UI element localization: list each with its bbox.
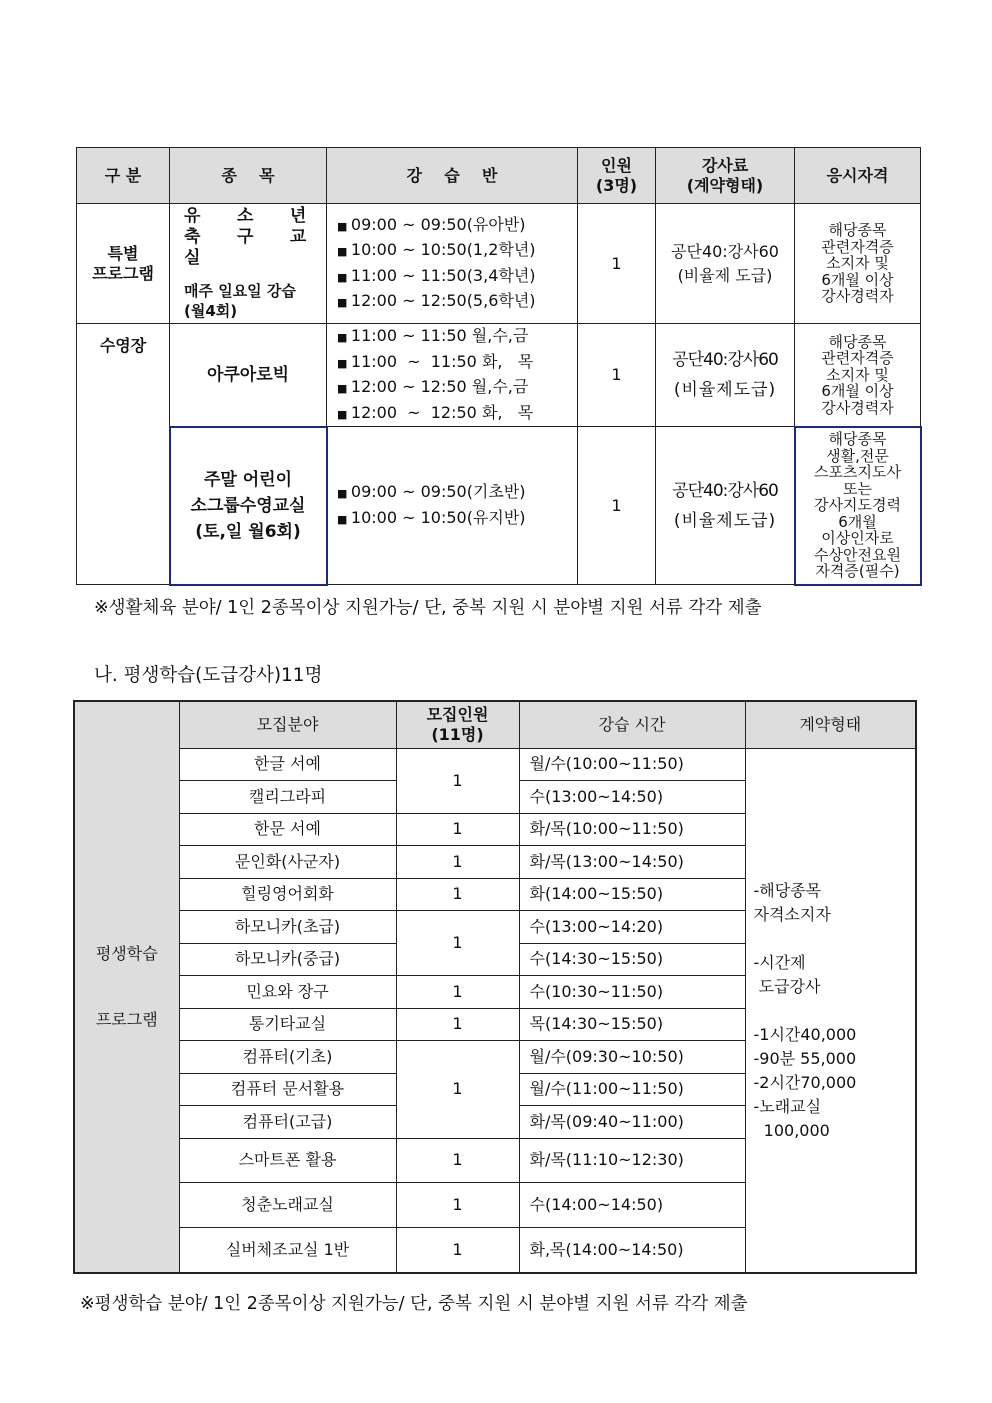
quota-cell: 1: [396, 1041, 519, 1139]
note-lifelong-learning: ※평생학습 분야/ 1인 2종목이상 지원가능/ 단, 중복 지원 시 분야별 지원 서류 각각 제출: [80, 1294, 748, 1314]
field-cell: 민요와 장구: [179, 976, 396, 1009]
qualification-line: 관련자격증: [821, 237, 894, 256]
qualification-line: 해당종목: [828, 430, 887, 449]
category-cell: 수영장: [77, 324, 170, 585]
item-title: 유 소 년: [184, 206, 322, 226]
class-times-cell: [327, 204, 578, 324]
qualification-line: 소지자 및: [826, 365, 889, 384]
fee-line: 공단40:강사60: [672, 350, 778, 370]
qualification-line: 생활,전문: [826, 446, 889, 465]
qualification-line: 6개월: [838, 512, 877, 531]
field-cell: 청춘노래교실: [179, 1182, 396, 1227]
qualification-line: 해당종목: [828, 221, 887, 240]
quota-cell: 1: [396, 1227, 519, 1273]
header-item: 종 목: [170, 148, 327, 204]
table-row: [77, 427, 921, 585]
time-cell: 화,목(14:00~14:50): [519, 1227, 745, 1273]
header-class: 강 습 반: [327, 148, 578, 204]
field-cell: 하모니카(중급): [179, 943, 396, 976]
qualification-cell: [795, 204, 921, 324]
quota-cell: 1: [578, 324, 656, 427]
time-cell: 화/목(11:10~12:30): [519, 1138, 745, 1182]
table-header-row: [74, 701, 916, 748]
item-cell: [170, 204, 327, 324]
header-fee: 강사료 (계약형태): [656, 148, 795, 204]
sports-program-table: [76, 147, 921, 585]
side-label-cell: [74, 701, 179, 1273]
time-cell: 화/목(09:40~11:00): [519, 1106, 745, 1139]
class-times-cell: [327, 427, 578, 585]
quota-cell: 1: [578, 204, 656, 324]
field-cell: 문인화(사군자): [179, 846, 396, 879]
field-cell: 한글 서예: [179, 748, 396, 781]
contract-cell: -해당종목 자격소지자 -시간제 도급강사 -1시간40,000 -90분 55,000 -2시간70,000 -노래교실 100,000: [745, 748, 916, 1273]
fee-line: (비율제도급): [673, 380, 777, 400]
time-cell: 수(14:00~14:50): [519, 1182, 745, 1227]
class-time: ■ 10:00 ~ 10:50(유지반): [337, 506, 573, 532]
fee-cell: [656, 204, 795, 324]
item-subtitle: 매주 일요일 강습: [184, 282, 296, 300]
quota-cell: 1: [396, 813, 519, 846]
time-cell: 수(14:30~15:50): [519, 943, 745, 976]
section-title-lifelong-learning: 나. 평생학습(도급강사)11명: [94, 665, 323, 686]
field-cell: 컴퓨터(기초): [179, 1041, 396, 1074]
class-time: ■ 11:00 ~ 11:50 화, 목: [337, 350, 573, 376]
class-time: ■ 09:00 ~ 09:50(유아반): [337, 213, 573, 239]
field-cell: 하모니카(초급): [179, 911, 396, 944]
time-cell: 월/수(11:00~11:50): [519, 1073, 745, 1106]
qualification-line: 강사경력자: [821, 287, 894, 306]
quota-cell: 1: [396, 1138, 519, 1182]
qualification-line: 6개월 이상: [821, 270, 894, 289]
header-field: 모집분야: [179, 701, 396, 748]
qualification-line: 강사경력자: [821, 398, 894, 417]
class-times-cell: [327, 324, 578, 427]
fee-line: 공단40:강사60: [671, 241, 779, 261]
header-quota: 인원 (3명): [578, 148, 656, 204]
item-cell: [170, 427, 327, 585]
table-header-row: [77, 148, 921, 204]
class-time: ■ 11:00 ~ 11:50(3,4학년): [337, 264, 573, 290]
field-cell: 한문 서예: [179, 813, 396, 846]
time-cell: 목(14:30~15:50): [519, 1008, 745, 1041]
field-cell: 컴퓨터(고급): [179, 1106, 396, 1139]
item-title: 축 구 교 실: [184, 227, 322, 268]
item-cell: 아쿠아로빅: [170, 324, 327, 427]
item-title: 소그룹수영교실: [190, 495, 306, 516]
class-time: ■ 12:00 ~ 12:50 화, 목: [337, 401, 573, 427]
qualification-line: 또는: [843, 479, 872, 498]
field-cell: 캘리그라피: [179, 781, 396, 814]
quota-cell: 1: [396, 976, 519, 1009]
side-label: 평생학습: [95, 944, 158, 963]
time-cell: 화(14:00~15:50): [519, 878, 745, 911]
class-time: ■ 11:00 ~ 11:50 월,수,금: [337, 324, 573, 350]
fee-line: 공단40:강사60: [672, 480, 778, 501]
time-cell: 월/수(09:30~10:50): [519, 1041, 745, 1074]
table-row: [77, 204, 921, 324]
time-cell: 화/목(13:00~14:50): [519, 846, 745, 879]
header-quota: 모집인원 (11명): [396, 701, 519, 748]
field-cell: 실버체조교실 1반: [179, 1227, 396, 1273]
field-cell: 힐링영어회화: [179, 878, 396, 911]
fee-cell: [656, 324, 795, 427]
time-cell: 수(10:30~11:50): [519, 976, 745, 1009]
quota-cell: 1: [396, 748, 519, 813]
time-cell: 월/수(10:00~11:50): [519, 748, 745, 781]
quota-cell: 1: [396, 911, 519, 976]
fee-line: (비율제도급): [673, 510, 777, 531]
qualification-line: 강사지도경력: [814, 496, 901, 515]
header-category: 구 분: [77, 148, 170, 204]
table-row: [74, 748, 916, 781]
qualification-line: 스포츠지도사: [814, 463, 901, 482]
class-time: ■ 12:00 ~ 12:50(5,6학년): [337, 289, 573, 315]
time-cell: 화/목(10:00~11:50): [519, 813, 745, 846]
item-title: 주말 어린이: [203, 469, 293, 490]
header-time: 강습 시간: [519, 701, 745, 748]
quota-cell: 1: [578, 427, 656, 585]
qualification-cell: [795, 427, 921, 585]
class-time: ■ 10:00 ~ 10:50(1,2학년): [337, 238, 573, 264]
side-label: 프로그램: [95, 1010, 158, 1029]
header-contract: 계약형태: [745, 701, 916, 748]
field-cell: 컴퓨터 문서활용: [179, 1073, 396, 1106]
quota-cell: 1: [396, 878, 519, 911]
time-cell: 수(13:00~14:20): [519, 911, 745, 944]
qualification-cell: [795, 324, 921, 427]
qualification-line: 수상안전요원: [814, 545, 901, 564]
quota-cell: 1: [396, 1008, 519, 1041]
fee-line: (비율제 도급): [677, 265, 773, 285]
time-cell: 수(13:00~14:50): [519, 781, 745, 814]
qualification-line: 이상인자로: [821, 529, 894, 548]
quota-cell: 1: [396, 846, 519, 879]
lifelong-learning-table: [73, 700, 917, 1274]
class-time: ■ 12:00 ~ 12:50 월,수,금: [337, 375, 573, 401]
qualification-line: 자격증(필수): [815, 562, 900, 581]
quota-cell: 1: [396, 1182, 519, 1227]
header-qualification: 응시자격: [795, 148, 921, 204]
item-subtitle: (월4회): [184, 302, 238, 320]
fee-cell: [656, 427, 795, 585]
field-cell: 스마트폰 활용: [179, 1138, 396, 1182]
table-row: [77, 324, 921, 427]
note-sports: ※생활체육 분야/ 1인 2종목이상 지원가능/ 단, 중복 지원 시 분야별 지원 서류 각각 제출: [94, 598, 762, 618]
category-cell: 특별 프로그램: [77, 204, 170, 324]
field-cell: 통기타교실: [179, 1008, 396, 1041]
qualification-line: 6개월 이상: [821, 382, 894, 401]
qualification-line: 관련자격증: [821, 349, 894, 368]
qualification-line: 소지자 및: [826, 254, 889, 273]
item-title: (토,일 월6회): [195, 521, 301, 542]
class-time: ■ 09:00 ~ 09:50(기초반): [337, 480, 573, 506]
qualification-line: 해당종목: [828, 332, 887, 351]
